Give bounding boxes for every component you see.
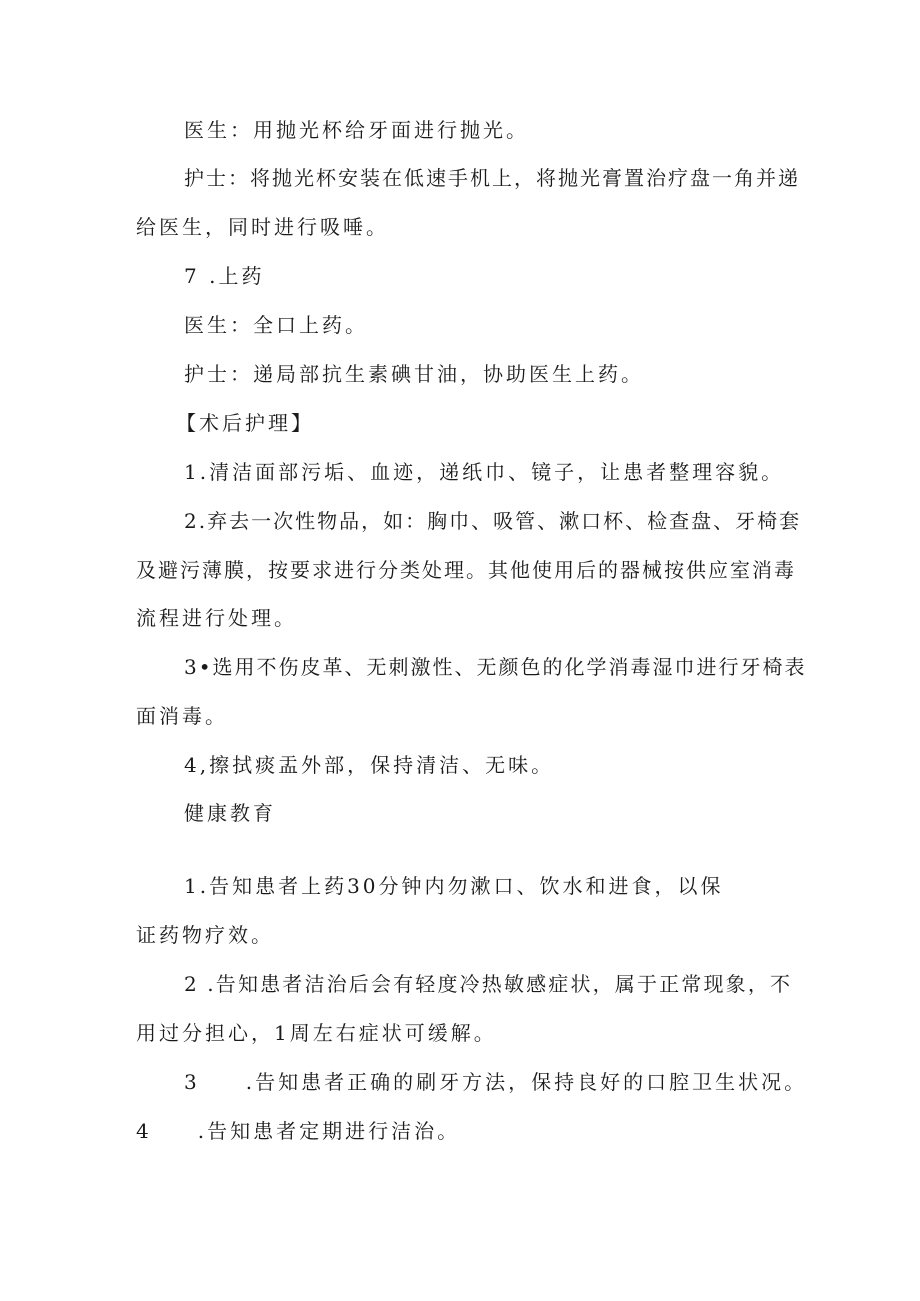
paragraph-line: 4,擦拭痰盂外部，保持清洁、无味。 xyxy=(184,753,555,777)
paragraph-line: 2.弃去一次性物品，如：胸巾、吸管、漱口杯、检查盘、牙椅套 xyxy=(184,509,802,533)
paragraph-line: 及避污薄膜，按要求进行分类处理。其他使用后的器械按供应室消毒 xyxy=(136,558,796,582)
paragraph-line: 医生：全口上药。 xyxy=(184,313,368,337)
paragraph-line: 证药物疗效。 xyxy=(136,923,274,947)
paragraph-line: 用过分担心，1周左右症状可缓解。 xyxy=(136,1021,497,1045)
paragraph-line: 流程进行处理。 xyxy=(136,606,297,630)
paragraph-line: 面消毒。 xyxy=(136,704,228,728)
paragraph-line: 护士：将抛光杯安装在低速手机上，将抛光膏置治疗盘一角并递 xyxy=(184,166,800,190)
section-heading: 7 .上药 xyxy=(184,264,265,288)
paragraph-line: 3 .告知患者正确的刷牙方法，保持良好的口腔卫生状况。 xyxy=(184,1070,808,1094)
paragraph-line: 1.清洁面部污垢、血迹，递纸巾、镜子，让患者整理容貌。 xyxy=(184,460,785,484)
paragraph-line: 医生：用抛光杯给牙面进行抛光。 xyxy=(184,118,529,142)
paragraph-line: 3•选用不伤皮革、无刺激性、无颜色的化学消毒湿巾进行牙椅表 xyxy=(184,655,807,679)
section-heading: 健康教育 xyxy=(184,801,276,825)
paragraph-line: 给医生，同时进行吸唾。 xyxy=(136,215,389,239)
paragraph-line: 护士：递局部抗生素碘甘油，协助医生上药。 xyxy=(184,362,644,386)
paragraph-line: 2 .告知患者洁治后会有轻度冷热敏感症状，属于正常现象，不 xyxy=(184,972,792,996)
paragraph-line: 1.告知患者上药30分钟内勿漱口、饮水和进食，以保 xyxy=(184,874,724,898)
section-heading: 【术后护理】 xyxy=(176,411,314,435)
paragraph-line: 4 .告知患者定期进行洁治。 xyxy=(136,1119,461,1143)
